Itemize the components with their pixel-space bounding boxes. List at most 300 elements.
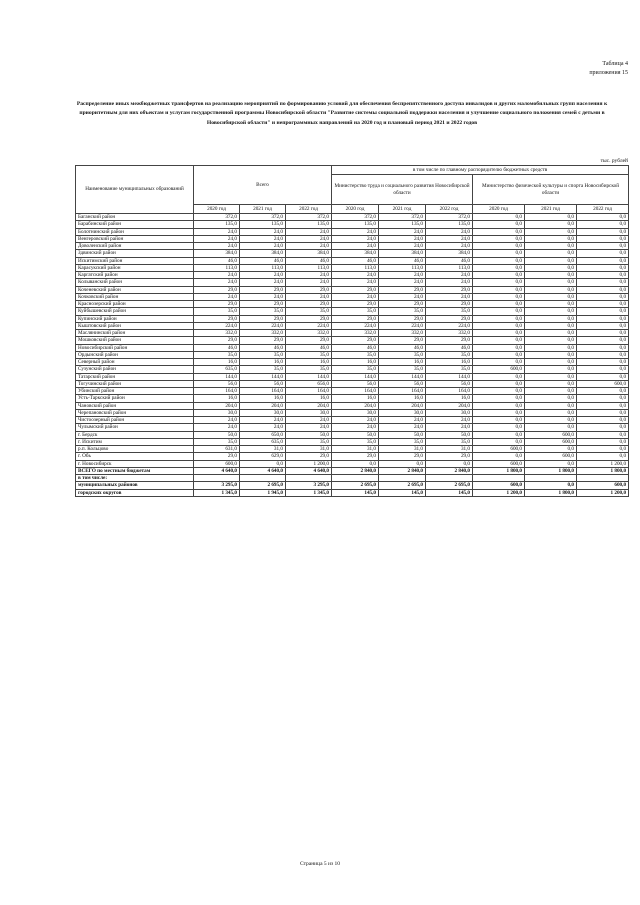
amount-cell: 0,0 — [525, 214, 577, 221]
column-header-total: Всего — [194, 166, 332, 205]
amount-cell — [473, 475, 525, 482]
amount-cell: 29,0 — [332, 286, 379, 293]
municipality-name: г. Бердск — [76, 431, 194, 438]
amount-cell: 0,0 — [577, 279, 629, 286]
municipality-name: Мошковский район — [76, 337, 194, 344]
amount-cell: 0,0 — [525, 359, 577, 366]
year-header: 2020 год — [332, 205, 379, 214]
amount-cell: 0,0 — [473, 431, 525, 438]
amount-cell: 50,0 — [194, 431, 240, 438]
amount-cell: 0,0 — [525, 409, 577, 416]
amount-cell: 24,0 — [426, 424, 473, 431]
amount-cell: 16,0 — [379, 359, 426, 366]
amount-cell: 46,0 — [240, 257, 286, 264]
municipality-name: Татарский район — [76, 373, 194, 380]
amount-cell: 635,0 — [240, 438, 286, 445]
year-header: 2021 год — [240, 205, 286, 214]
amount-cell: 0,0 — [525, 344, 577, 351]
amount-cell: 24,0 — [426, 228, 473, 235]
amount-cell: 0,0 — [473, 235, 525, 242]
table-row — [76, 359, 629, 366]
amount-cell: 0,0 — [426, 460, 473, 467]
amount-cell: 145,0 — [426, 489, 473, 496]
amount-cell: 24,0 — [426, 235, 473, 242]
amount-cell: 24,0 — [286, 272, 332, 279]
table-row — [76, 286, 629, 293]
amount-cell: 24,0 — [286, 279, 332, 286]
amount-cell — [240, 475, 286, 482]
amount-cell: 29,0 — [379, 286, 426, 293]
amount-cell: 0,0 — [525, 417, 577, 424]
amount-cell: 30,0 — [426, 409, 473, 416]
municipality-name: Краснозерский район — [76, 301, 194, 308]
amount-cell: 113,0 — [286, 264, 332, 271]
amount-cell: 35,0 — [379, 308, 426, 315]
amount-cell: 0,0 — [577, 351, 629, 358]
amount-cell: 35,0 — [194, 438, 240, 445]
table-reference — [589, 60, 628, 78]
amount-cell: 0,0 — [525, 272, 577, 279]
amount-cell: 164,0 — [286, 388, 332, 395]
amount-cell: 30,0 — [332, 409, 379, 416]
amount-cell: 0,0 — [525, 315, 577, 322]
amount-cell: 24,0 — [240, 424, 286, 431]
amount-cell: 29,0 — [426, 315, 473, 322]
table-row — [76, 460, 629, 467]
amount-cell: 24,0 — [332, 293, 379, 300]
amount-cell — [577, 475, 629, 482]
amount-cell: 0,0 — [577, 453, 629, 460]
amount-cell: 24,0 — [426, 417, 473, 424]
amount-cell: 0,0 — [577, 431, 629, 438]
table-row — [76, 235, 629, 242]
amount-cell: 29,0 — [240, 337, 286, 344]
municipality-name: городских округов — [76, 489, 194, 496]
year-header: 2022 год — [577, 205, 629, 214]
amount-cell: 0,0 — [473, 409, 525, 416]
amount-cell: 144,0 — [379, 373, 426, 380]
amount-cell: 29,0 — [426, 286, 473, 293]
amount-cell: 0,0 — [577, 301, 629, 308]
amount-cell: 0,0 — [525, 301, 577, 308]
amount-cell: 24,0 — [194, 235, 240, 242]
amount-cell: 135,0 — [332, 221, 379, 228]
amount-cell: 372,0 — [194, 214, 240, 221]
amount-cell: 24,0 — [379, 417, 426, 424]
amount-cell: 35,0 — [286, 351, 332, 358]
amount-cell: 35,0 — [332, 438, 379, 445]
municipality-name: Кыштовский район — [76, 322, 194, 329]
amount-cell: 24,0 — [286, 417, 332, 424]
amount-cell: 24,0 — [332, 417, 379, 424]
amount-cell: 24,0 — [379, 279, 426, 286]
municipality-name: Чановский район — [76, 402, 194, 409]
amount-cell: 24,0 — [194, 243, 240, 250]
amount-cell: 113,0 — [379, 264, 426, 271]
amount-cell: 0,0 — [577, 214, 629, 221]
amount-cell: 0,0 — [577, 257, 629, 264]
amount-cell: 1 200,0 — [577, 489, 629, 496]
amount-cell: 384,0 — [426, 250, 473, 257]
amount-cell: 16,0 — [379, 395, 426, 402]
municipality-name: Каргатский район — [76, 272, 194, 279]
amount-cell — [426, 475, 473, 482]
amount-cell: 372,0 — [379, 214, 426, 221]
amount-cell: 24,0 — [426, 279, 473, 286]
amount-cell: 332,0 — [379, 330, 426, 337]
amount-cell: 4 640,0 — [240, 467, 286, 474]
amount-cell: 0,0 — [525, 446, 577, 453]
amount-cell: 46,0 — [332, 344, 379, 351]
amount-cell: 0,0 — [473, 388, 525, 395]
amount-cell: 0,0 — [577, 315, 629, 322]
amount-cell: 0,0 — [577, 264, 629, 271]
amount-cell: 0,0 — [473, 279, 525, 286]
table-row — [76, 409, 629, 416]
amount-cell: 29,0 — [379, 453, 426, 460]
amount-cell: 0,0 — [577, 409, 629, 416]
amount-cell: 1 800,0 — [525, 489, 577, 496]
amount-cell: 135,0 — [240, 221, 286, 228]
amount-cell: 29,0 — [286, 301, 332, 308]
amount-cell: 0,0 — [525, 482, 577, 489]
amount-cell: 0,0 — [473, 221, 525, 228]
amount-cell: 16,0 — [240, 359, 286, 366]
amount-cell: 24,0 — [194, 293, 240, 300]
amount-cell: 0,0 — [525, 243, 577, 250]
amount-cell: 204,0 — [240, 402, 286, 409]
table-row — [76, 250, 629, 257]
appendix-label: приложения 15 — [589, 70, 628, 76]
table-row — [76, 467, 629, 474]
amount-cell: 145,0 — [379, 489, 426, 496]
amount-cell: 1 800,0 — [525, 467, 577, 474]
amount-cell: 24,0 — [240, 235, 286, 242]
amount-cell: 600,0 — [525, 453, 577, 460]
municipality-name: Болотнинский район — [76, 228, 194, 235]
year-header: 2020 год — [473, 205, 525, 214]
amount-cell: 29,0 — [286, 286, 332, 293]
amount-cell: 29,0 — [426, 337, 473, 344]
amount-cell: 0,0 — [577, 438, 629, 445]
table-row — [76, 228, 629, 235]
amount-cell: 600,0 — [577, 482, 629, 489]
amount-cell: 24,0 — [379, 293, 426, 300]
amount-cell: 0,0 — [577, 235, 629, 242]
amount-cell: 0,0 — [577, 221, 629, 228]
table-row — [76, 482, 629, 489]
amount-cell: 2 840,0 — [379, 467, 426, 474]
table-row — [76, 395, 629, 402]
amount-cell: 145,0 — [332, 489, 379, 496]
amount-cell: 4 640,0 — [194, 467, 240, 474]
amount-cell: 0,0 — [577, 402, 629, 409]
amount-cell: 35,0 — [379, 438, 426, 445]
amount-cell: 0,0 — [473, 424, 525, 431]
municipality-name: Баганский район — [76, 214, 194, 221]
amount-cell: 0,0 — [473, 322, 525, 329]
amount-cell: 0,0 — [473, 214, 525, 221]
amount-cell: 0,0 — [577, 330, 629, 337]
amount-cell: 0,0 — [577, 286, 629, 293]
amount-cell: 0,0 — [525, 460, 577, 467]
amount-cell: 29,0 — [194, 453, 240, 460]
amount-cell: 29,0 — [379, 301, 426, 308]
amount-cell: 332,0 — [286, 330, 332, 337]
amount-cell: 0,0 — [525, 228, 577, 235]
year-header: 2020 год — [194, 205, 240, 214]
amount-cell: 35,0 — [332, 351, 379, 358]
table-row — [76, 475, 629, 482]
amount-cell: 29,0 — [240, 315, 286, 322]
amount-cell — [194, 475, 240, 482]
amount-cell: 35,0 — [332, 366, 379, 373]
amount-cell: 46,0 — [286, 344, 332, 351]
municipality-name: Здвинский район — [76, 250, 194, 257]
table-row — [76, 257, 629, 264]
amount-cell: 372,0 — [240, 214, 286, 221]
municipality-name: Маслянинский район — [76, 330, 194, 337]
amount-cell: 35,0 — [240, 366, 286, 373]
amount-cell: 56,0 — [379, 380, 426, 387]
amount-cell: 29,0 — [194, 315, 240, 322]
amount-cell: 24,0 — [286, 424, 332, 431]
municipality-name: Барабинский район — [76, 221, 194, 228]
amount-cell: 0,0 — [473, 402, 525, 409]
amount-cell: 30,0 — [286, 409, 332, 416]
amount-cell: 600,0 — [194, 460, 240, 467]
amount-cell: 144,0 — [426, 373, 473, 380]
municipality-name: Колыванский район — [76, 279, 194, 286]
amount-cell: 0,0 — [525, 264, 577, 271]
amount-cell: 16,0 — [332, 395, 379, 402]
amount-cell: 2 840,0 — [426, 467, 473, 474]
amount-cell: 29,0 — [286, 315, 332, 322]
municipality-name: в том числе: — [76, 475, 194, 482]
amount-cell: 0,0 — [577, 243, 629, 250]
amount-cell: 0,0 — [473, 293, 525, 300]
table-row — [76, 438, 629, 445]
amount-cell — [525, 475, 577, 482]
table-row — [76, 388, 629, 395]
amount-cell: 31,0 — [332, 446, 379, 453]
amount-cell: 600,0 — [577, 380, 629, 387]
amount-cell: 0,0 — [525, 402, 577, 409]
table-row — [76, 453, 629, 460]
amount-cell: 0,0 — [525, 257, 577, 264]
amount-cell: 332,0 — [332, 330, 379, 337]
amount-cell: 29,0 — [332, 337, 379, 344]
amount-cell: 29,0 — [426, 453, 473, 460]
amount-cell: 372,0 — [332, 214, 379, 221]
amount-cell: 384,0 — [286, 250, 332, 257]
amount-cell: 24,0 — [426, 272, 473, 279]
amount-cell: 332,0 — [194, 330, 240, 337]
amount-cell: 0,0 — [473, 380, 525, 387]
amount-cell: 0,0 — [473, 359, 525, 366]
amount-cell: 113,0 — [194, 264, 240, 271]
table-row — [76, 308, 629, 315]
amount-cell: 0,0 — [473, 301, 525, 308]
amount-cell: 635,0 — [194, 366, 240, 373]
municipality-name: Искитимский район — [76, 257, 194, 264]
amount-cell: 4 640,0 — [286, 467, 332, 474]
amount-cell: 0,0 — [473, 438, 525, 445]
amount-cell: 204,0 — [332, 402, 379, 409]
municipality-name: Венгеровский район — [76, 235, 194, 242]
amount-cell: 46,0 — [194, 344, 240, 351]
amount-cell: 0,0 — [577, 373, 629, 380]
amount-cell: 0,0 — [473, 315, 525, 322]
amount-cell: 164,0 — [426, 388, 473, 395]
amount-cell: 24,0 — [379, 424, 426, 431]
amount-cell: 0,0 — [577, 388, 629, 395]
amount-cell: 0,0 — [525, 235, 577, 242]
amount-cell: 0,0 — [332, 460, 379, 467]
amount-cell: 46,0 — [286, 257, 332, 264]
amount-cell: 0,0 — [525, 293, 577, 300]
amount-cell: 1 800,0 — [577, 467, 629, 474]
amount-cell: 650,0 — [240, 431, 286, 438]
amount-cell: 0,0 — [525, 330, 577, 337]
municipality-name: Кочковский район — [76, 293, 194, 300]
amount-cell: 0,0 — [525, 250, 577, 257]
amount-cell: 0,0 — [473, 264, 525, 271]
amount-cell: 0,0 — [473, 250, 525, 257]
amount-cell: 16,0 — [426, 359, 473, 366]
year-header: 2022 год — [426, 205, 473, 214]
amount-cell: 0,0 — [473, 395, 525, 402]
municipality-name: Убинский район — [76, 388, 194, 395]
table-row — [76, 221, 629, 228]
amount-cell: 384,0 — [379, 250, 426, 257]
amount-cell: 3 295,0 — [194, 482, 240, 489]
amount-cell: 0,0 — [577, 308, 629, 315]
amount-cell: 0,0 — [577, 446, 629, 453]
amount-cell: 204,0 — [286, 402, 332, 409]
amount-cell: 35,0 — [286, 366, 332, 373]
amount-cell: 29,0 — [332, 453, 379, 460]
table-row — [76, 315, 629, 322]
page-number: Страница 5 из 10 — [299, 861, 341, 867]
column-header-ministry-sport: Министерство физической культуры и спорта Новосибирской области — [473, 175, 629, 205]
amount-cell: 24,0 — [240, 228, 286, 235]
amount-cell: 0,0 — [473, 453, 525, 460]
municipality-name: Коченевский район — [76, 286, 194, 293]
amount-cell: 3 295,0 — [286, 482, 332, 489]
amount-cell: 50,0 — [286, 431, 332, 438]
amount-cell: 0,0 — [473, 351, 525, 358]
amount-cell: 384,0 — [332, 250, 379, 257]
amount-cell: 372,0 — [426, 214, 473, 221]
municipality-name: г. Искитим — [76, 438, 194, 445]
amount-cell: 0,0 — [473, 228, 525, 235]
table-row — [76, 214, 629, 221]
amount-cell: 24,0 — [194, 279, 240, 286]
amount-cell: 164,0 — [379, 388, 426, 395]
amount-cell: 46,0 — [426, 344, 473, 351]
amount-cell: 224,0 — [332, 322, 379, 329]
amount-cell: 24,0 — [240, 417, 286, 424]
amount-cell: 30,0 — [379, 409, 426, 416]
amount-cell: 29,0 — [332, 301, 379, 308]
amount-cell: 224,0 — [286, 322, 332, 329]
municipality-name: ВСЕГО по местным бюджетам — [76, 467, 194, 474]
amount-cell: 31,0 — [426, 446, 473, 453]
amount-cell — [286, 475, 332, 482]
municipality-name: Северный район — [76, 359, 194, 366]
amount-cell: 24,0 — [332, 235, 379, 242]
amount-cell: 164,0 — [240, 388, 286, 395]
amount-cell — [379, 475, 426, 482]
amount-cell: 46,0 — [379, 257, 426, 264]
table-row — [76, 380, 629, 387]
amount-cell: 24,0 — [240, 293, 286, 300]
table-row — [76, 344, 629, 351]
amount-cell: 2 695,0 — [379, 482, 426, 489]
amount-cell: 372,0 — [286, 214, 332, 221]
amount-cell: 0,0 — [525, 388, 577, 395]
amount-cell: 24,0 — [332, 424, 379, 431]
amount-cell: 0,0 — [525, 366, 577, 373]
amount-cell: 35,0 — [379, 351, 426, 358]
amount-cell: 135,0 — [194, 221, 240, 228]
amount-cell: 144,0 — [240, 373, 286, 380]
amount-cell: 600,0 — [473, 446, 525, 453]
municipality-name: Черепановский район — [76, 409, 194, 416]
municipality-name: Усть-Таркский район — [76, 395, 194, 402]
amount-cell: 224,0 — [426, 322, 473, 329]
amount-cell: 0,0 — [577, 417, 629, 424]
amount-cell: 24,0 — [194, 417, 240, 424]
amount-cell: 16,0 — [286, 359, 332, 366]
table-row — [76, 351, 629, 358]
table-row — [76, 402, 629, 409]
amount-cell: 0,0 — [577, 424, 629, 431]
amount-cell: 29,0 — [379, 315, 426, 322]
table-row — [76, 279, 629, 286]
amount-cell: 56,0 — [194, 380, 240, 387]
amount-cell: 0,0 — [525, 221, 577, 228]
amount-cell: 24,0 — [426, 293, 473, 300]
amount-cell: 46,0 — [194, 257, 240, 264]
amount-cell: 0,0 — [525, 351, 577, 358]
amount-cell: 35,0 — [194, 351, 240, 358]
amount-cell: 29,0 — [194, 286, 240, 293]
amount-cell: 16,0 — [194, 395, 240, 402]
amount-cell: 29,0 — [426, 301, 473, 308]
amount-cell: 0,0 — [473, 286, 525, 293]
amount-cell: 24,0 — [332, 243, 379, 250]
amount-cell: 600,0 — [473, 366, 525, 373]
amount-cell: 0,0 — [473, 344, 525, 351]
municipality-name: Куйбышевский район — [76, 308, 194, 315]
amount-cell: 0,0 — [525, 322, 577, 329]
amount-cell: 0,0 — [577, 250, 629, 257]
amount-cell: 0,0 — [577, 395, 629, 402]
amount-cell: 0,0 — [525, 373, 577, 380]
year-header: 2021 год — [525, 205, 577, 214]
amount-cell: 35,0 — [332, 308, 379, 315]
municipality-name: г. Новосибирск — [76, 460, 194, 467]
amount-cell: 0,0 — [473, 337, 525, 344]
table-row — [76, 322, 629, 329]
amount-cell: 0,0 — [577, 322, 629, 329]
amount-cell: 50,0 — [332, 431, 379, 438]
amount-cell: 24,0 — [379, 228, 426, 235]
table-row — [76, 431, 629, 438]
amount-cell: 31,0 — [240, 446, 286, 453]
